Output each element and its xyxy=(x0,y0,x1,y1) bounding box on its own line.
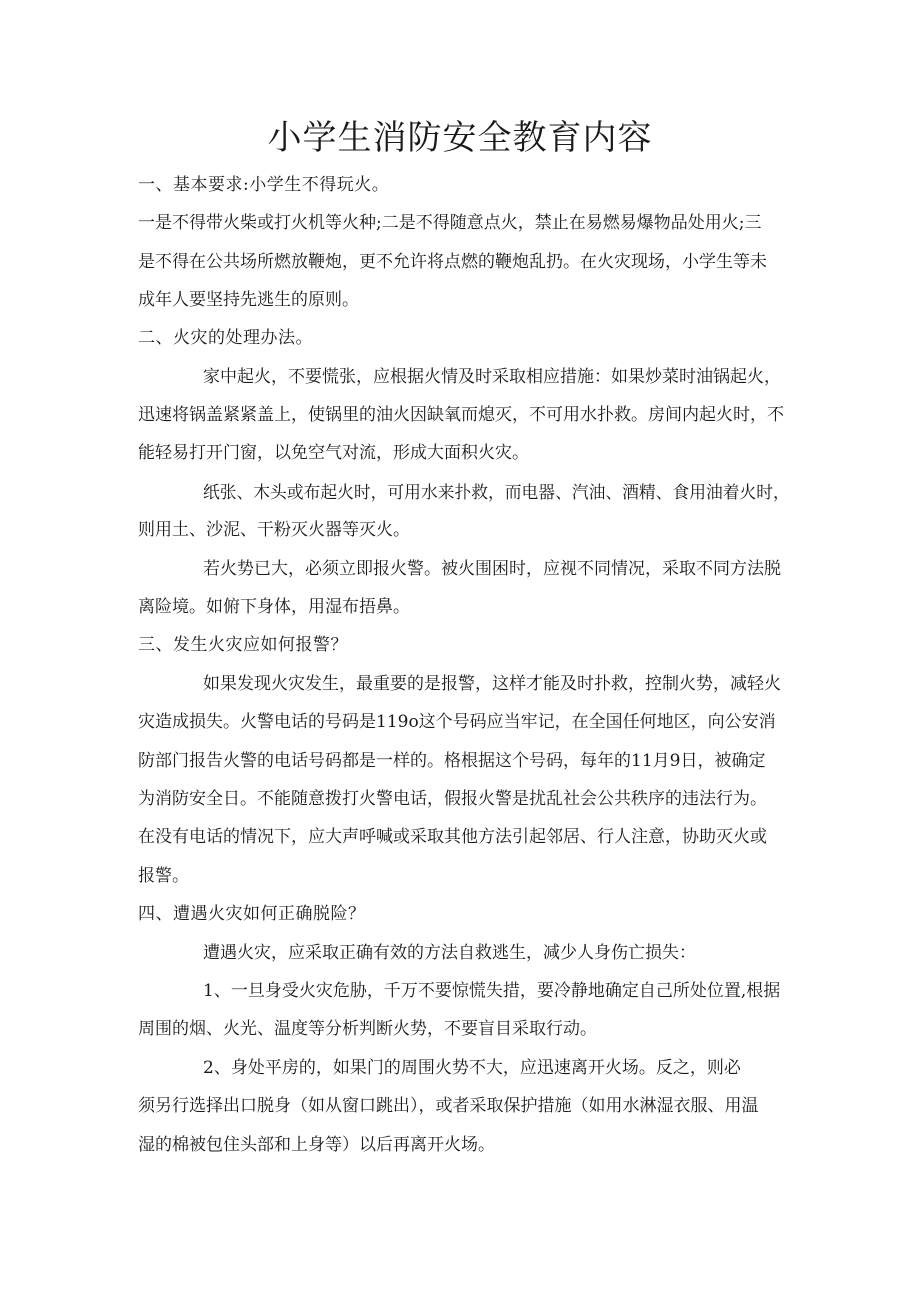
body-line: 周围的烟、火光、温度等分析判断火势，不要盲目采取行动。 xyxy=(138,1019,597,1039)
body-line: 是不得在公共场所燃放鞭炮，更不允许将点燃的鞭炮乱扔。在火灾现场，小学生等未 xyxy=(138,252,767,272)
body-line: 若火势已大，必须立即报火警。被火围困时，应视不同情况，采取不同方法脱 xyxy=(203,559,781,579)
body-line: 在没有电话的情况下，应大声呼喊或采取其他方法引起邻居、行人注意，协助灭火或 xyxy=(138,827,767,847)
body-line: 离险境。如俯下身体，用湿布捂鼻。 xyxy=(138,597,410,617)
body-line: 报警。 xyxy=(138,866,189,886)
body-line: 一是不得带火柴或打火机等火种;二是不得随意点火，禁止在易燃易爆物品处用火;三 xyxy=(138,213,762,233)
body-line: 家中起火，不要慌张，应根据火情及时采取相应措施：如果炒菜时油锅起火， xyxy=(203,367,781,387)
body-line: 能轻易打开门窗，以免空气对流，形成大面积火灾。 xyxy=(138,443,529,463)
body-line: 成年人要坚持先逃生的原则。 xyxy=(138,290,359,310)
body-line: 湿的棉被包住头部和上身等）以后再离开火场。 xyxy=(138,1135,495,1155)
section-heading-3: 三、发生火灾应如何报警？ xyxy=(138,635,348,655)
body-line: 迅速将锅盖紧紧盖上，使锅里的油火因缺氧而熄灭，不可用水扑救。房间内起火时，不 xyxy=(138,405,784,425)
section-heading-2: 二、火灾的处理办法。 xyxy=(138,328,313,348)
body-line: 为消防安全日。不能随意拨打火警电话，假报火警是扰乱社会公共秩序的违法行为。 xyxy=(138,789,767,809)
body-line: 灾造成损失。火警电话的号码是119o这个号码应当牢记，在全国任何地区，向公安消 xyxy=(138,712,776,732)
section-heading-1: 一、基本要求:小学生不得玩火。 xyxy=(138,175,390,195)
page-title: 小学生消防安全教育内容 xyxy=(267,118,653,158)
body-line: 遭遇火灾，应采取正确有效的方法自救逃生，减少人身伤亡损失： xyxy=(203,943,696,963)
body-line: 1、一旦身受火灾危胁，千万不要惊慌失措，要冷静地确定自己所处位置,根据 xyxy=(203,981,781,1001)
body-line: 则用土、沙泥、干粉灭火器等灭火。 xyxy=(138,520,410,540)
body-line: 须另行选择出口脱身（如从窗口跳出），或者采取保护措施（如用水淋湿衣服、用温 xyxy=(138,1096,759,1116)
section-heading-4: 四、遭遇火灾如何正确脱险？ xyxy=(138,904,366,924)
body-line: 纸张、木头或布起火时，可用水来扑救，而电器、汽油、酒精、食用油着火时， xyxy=(203,482,790,502)
body-line: 2、身处平房的，如果门的周围火势不大，应迅速离开火场。反之，则必 xyxy=(203,1058,741,1078)
body-line: 防部门报告火警的电话号码都是一样的。格根据这个号码，每年的11月9日，被确定 xyxy=(138,751,766,771)
body-line: 如果发现火灾发生，最重要的是报警，这样才能及时扑救，控制火势，减轻火 xyxy=(203,674,781,694)
